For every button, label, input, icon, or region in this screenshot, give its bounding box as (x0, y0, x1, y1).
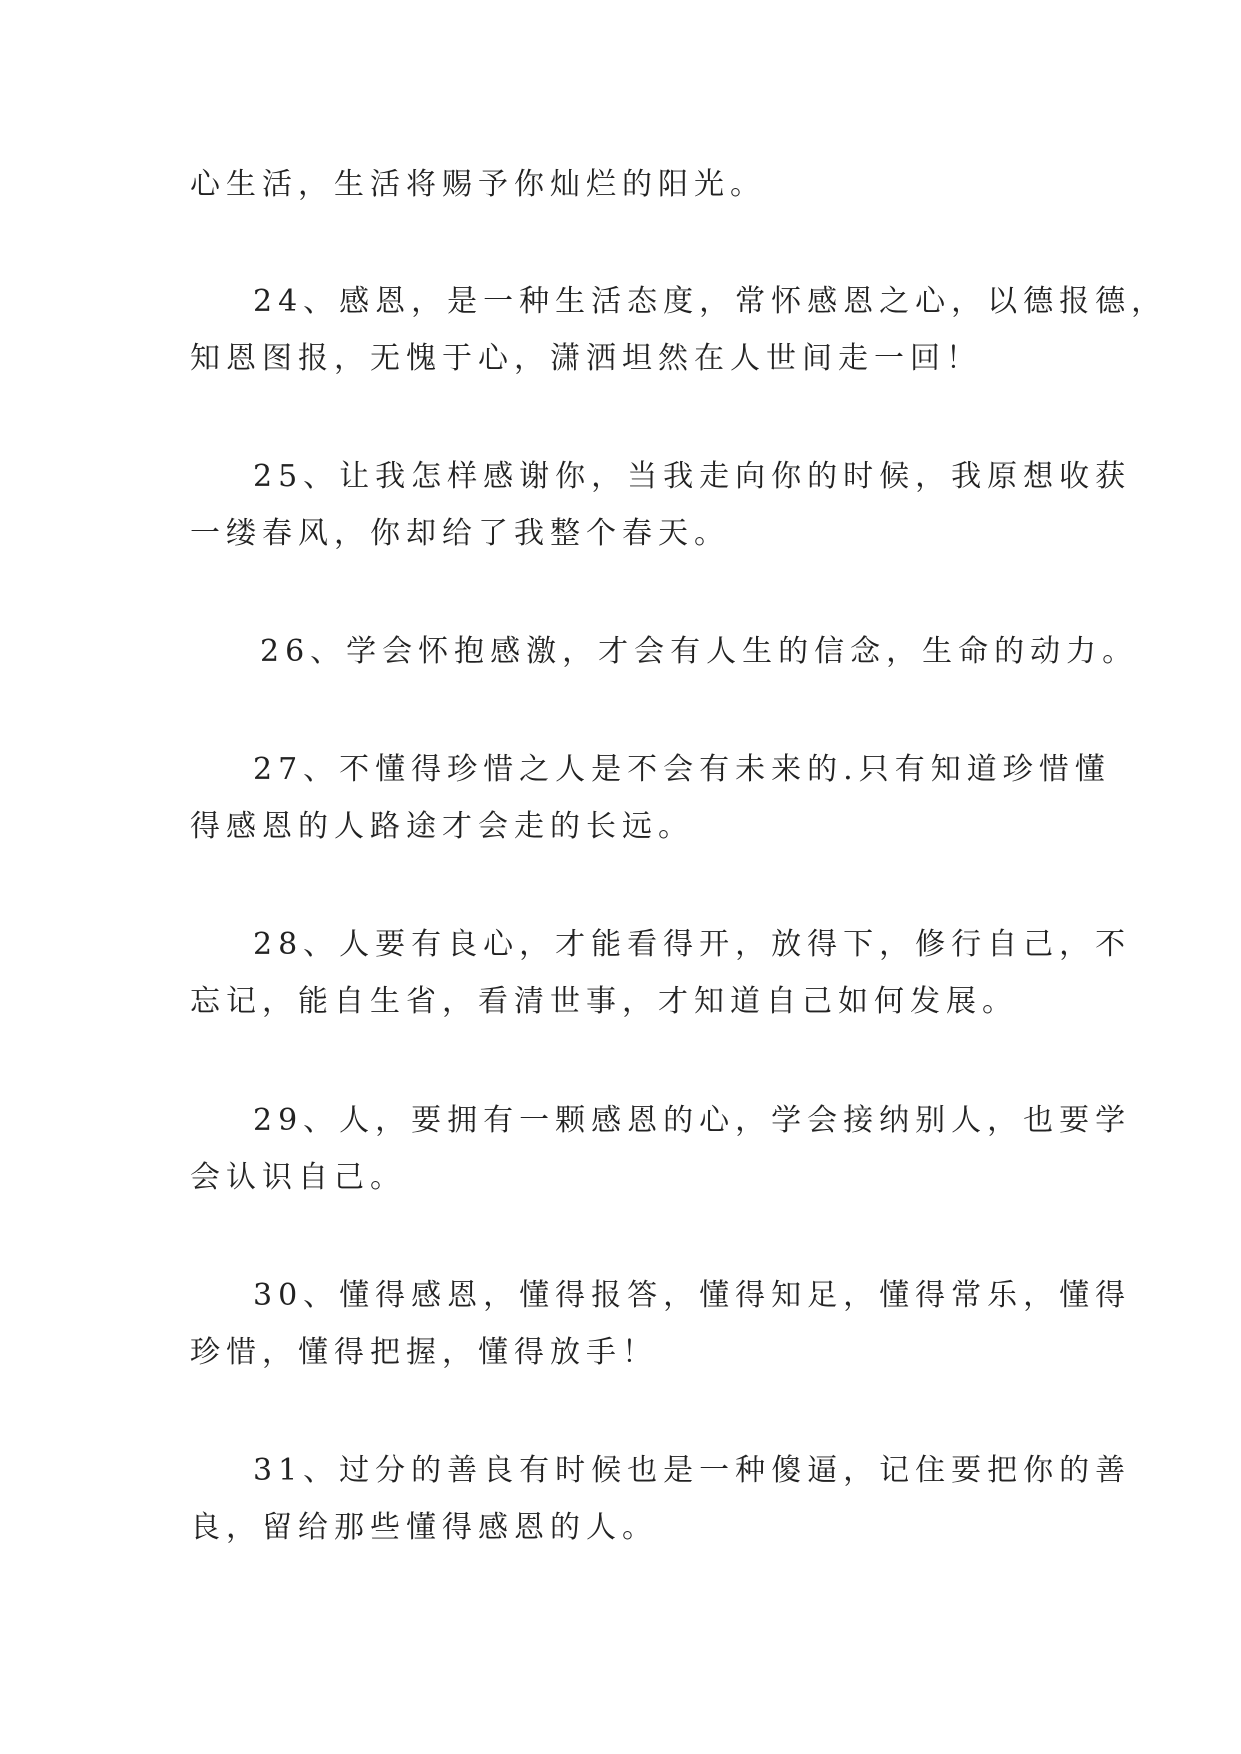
text-line: 24、感恩，是一种生活态度，常怀感恩之心，以德报德， (253, 284, 1168, 319)
text-line: 25、让我怎样感谢你，当我走向你的时候，我原想收获 (253, 459, 1132, 494)
text-line: 27、不懂得珍惜之人是不会有未来的.只有知道珍惜懂 (253, 752, 1111, 787)
text-line: 良，留给那些懂得感恩的人。 (190, 1510, 658, 1545)
text-line: 珍惜，懂得把握，懂得放手！ (190, 1335, 658, 1370)
text-line: 28、人要有良心，才能看得开，放得下，修行自己，不 (253, 927, 1132, 962)
text-line: 30、懂得感恩，懂得报答，懂得知足，懂得常乐，懂得 (253, 1278, 1132, 1313)
text-line: 29、人，要拥有一颗感恩的心，学会接纳别人，也要学 (253, 1103, 1132, 1138)
text-line: 31、过分的善良有时候也是一种傻逼，记住要把你的善 (253, 1453, 1132, 1488)
text-line: 26、学会怀抱感激，才会有人生的信念，生命的动力。 (260, 634, 1139, 669)
text-line: 忘记，能自生省，看清世事，才知道自己如何发展。 (190, 984, 1018, 1019)
text-line: 一缕春风，你却给了我整个春天。 (190, 516, 730, 551)
text-line: 会认识自己。 (190, 1160, 406, 1195)
text-line: 心生活，生活将赐予你灿烂的阳光。 (190, 167, 766, 202)
text-line: 知恩图报，无愧于心，潇洒坦然在人世间走一回！ (190, 341, 982, 376)
text-line: 得感恩的人路途才会走的长远。 (190, 809, 694, 844)
